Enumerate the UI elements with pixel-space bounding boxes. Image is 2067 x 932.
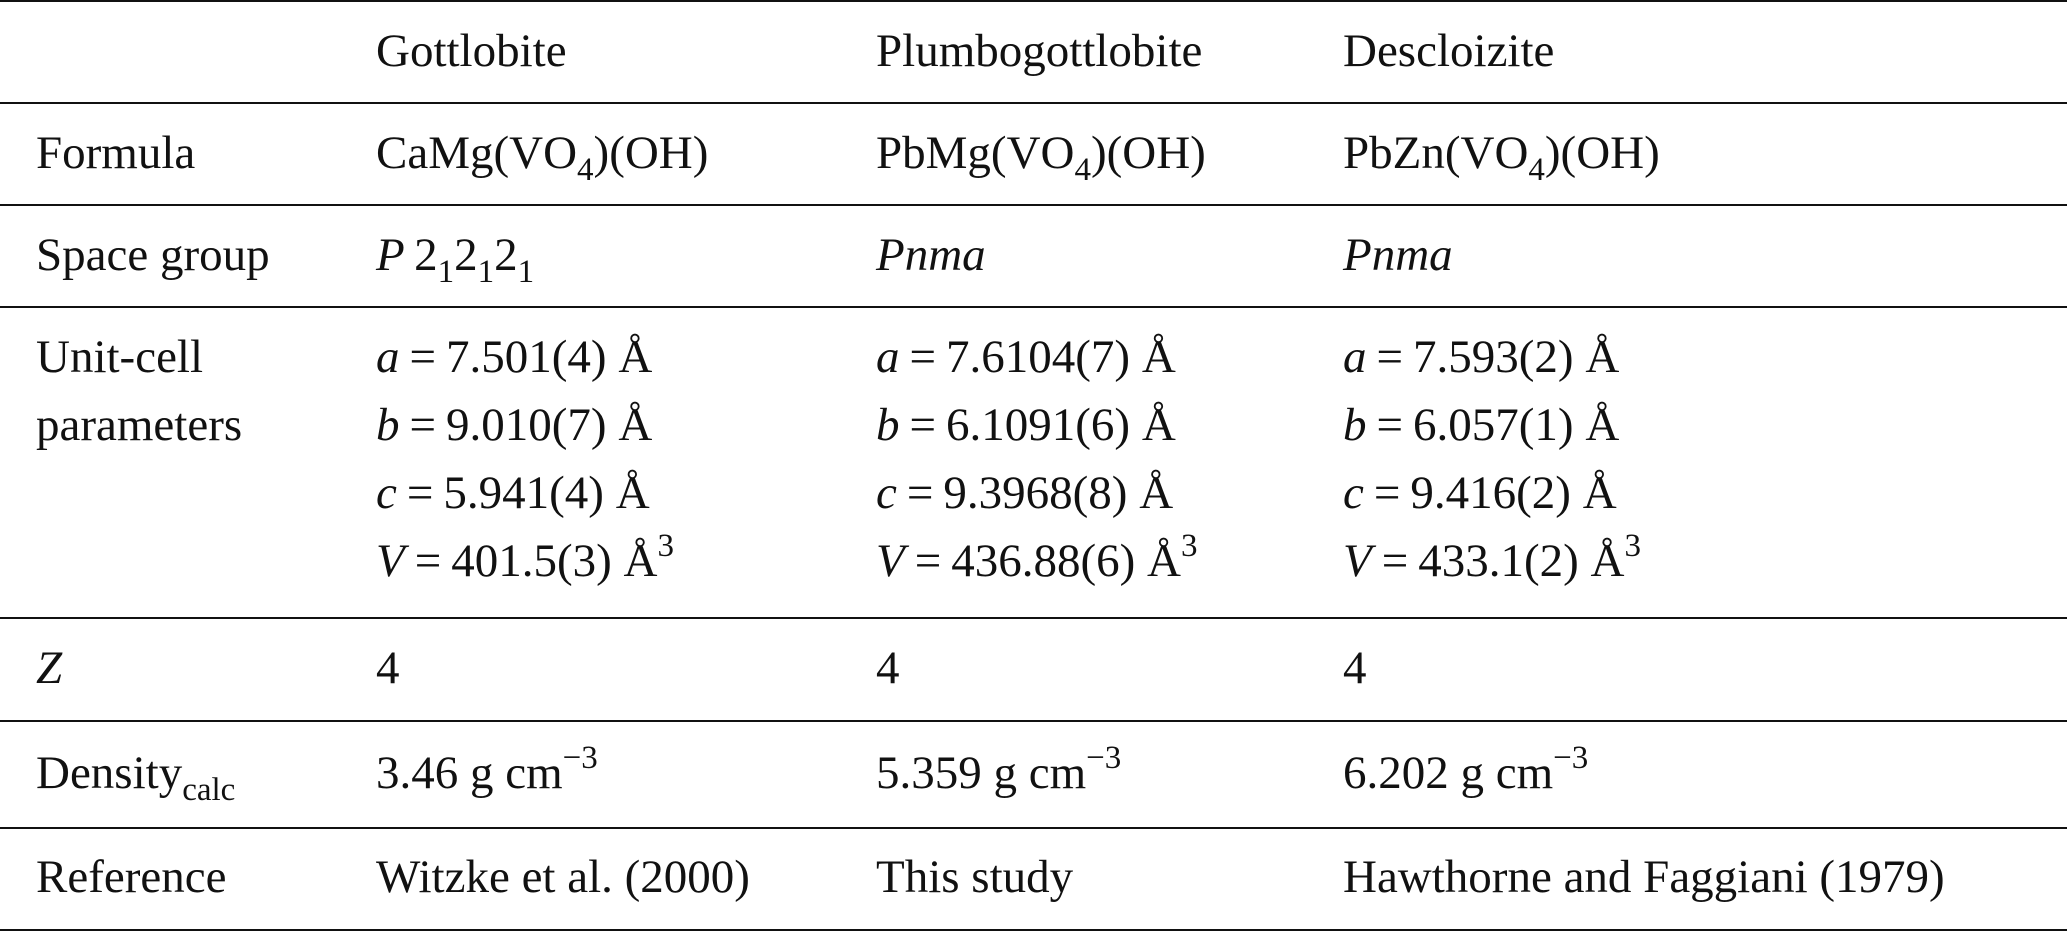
unit-cell-plumbogottlobite: a = 7.6104(7) Å b = 6.1091(6) Å c = 9.3968(8) Å V = 436.88(6) $Å^3$ — [876, 331, 1198, 587]
header-plumbogottlobite: Plumbogottlobite — [876, 25, 1203, 77]
z-descloizite: 4 — [1343, 642, 1367, 694]
space-group-label: Space group — [36, 229, 270, 281]
density-plumbogottlobite: 5.359 g $cm^{-3}$ — [876, 740, 1122, 799]
z-gottlobite: 4 — [376, 642, 400, 694]
formula-gottlobite: $CaMg(VO_4)(OH)$ — [376, 127, 709, 188]
reference-plumbogottlobite: This study — [876, 851, 1074, 903]
row-rule — [0, 306, 2067, 308]
density-descloizite: 6.202 g $cm^{-3}$ — [1343, 740, 1589, 799]
density-label: Density$_{calc}$ — [36, 747, 236, 808]
formula-descloizite: $PbZn(VO_4)(OH)$ — [1343, 127, 1660, 188]
density-gottlobite: 3.46 g $cm^{-3}$ — [376, 740, 598, 799]
reference-gottlobite: Witzke et al. (2000) — [376, 851, 750, 903]
space-group-descloizite: Pnma — [1343, 229, 1453, 281]
unit-cell-descloizite: a = 7.593(2) Å b = 6.057(1) Å c = 9.416(2) Å V = 433.1(2) $Å^3$ — [1343, 331, 1641, 587]
formula-plumbogottlobite: $PbMg(VO_4)(OH)$ — [876, 127, 1206, 188]
unit-cell-gottlobite: a = 7.501(4) Å b = 9.010(7) Å c = 5.941(4) Å V = 401.5(3) $Å^3$ — [376, 331, 674, 587]
unit-cell-label: Unit-cell parameters — [36, 331, 243, 451]
top-rule — [0, 0, 2067, 2]
reference-descloizite: Hawthorne and Faggiani (1979) — [1343, 851, 1945, 903]
header-gottlobite: Gottlobite — [376, 25, 567, 77]
header-rule — [0, 102, 2067, 104]
z-plumbogottlobite: 4 — [876, 642, 900, 694]
row-rule — [0, 204, 2067, 206]
bottom-rule — [0, 929, 2067, 931]
row-rule — [0, 617, 2067, 619]
row-rule — [0, 827, 2067, 829]
row-rule — [0, 720, 2067, 722]
formula-label: Formula — [36, 127, 196, 179]
space-group-gottlobite: P $2_12_12_1$ — [376, 229, 535, 290]
header-descloizite: Descloizite — [1343, 25, 1555, 77]
space-group-plumbogottlobite: Pnma — [876, 229, 986, 281]
z-label: Z — [36, 642, 63, 694]
reference-label: Reference — [36, 851, 227, 903]
